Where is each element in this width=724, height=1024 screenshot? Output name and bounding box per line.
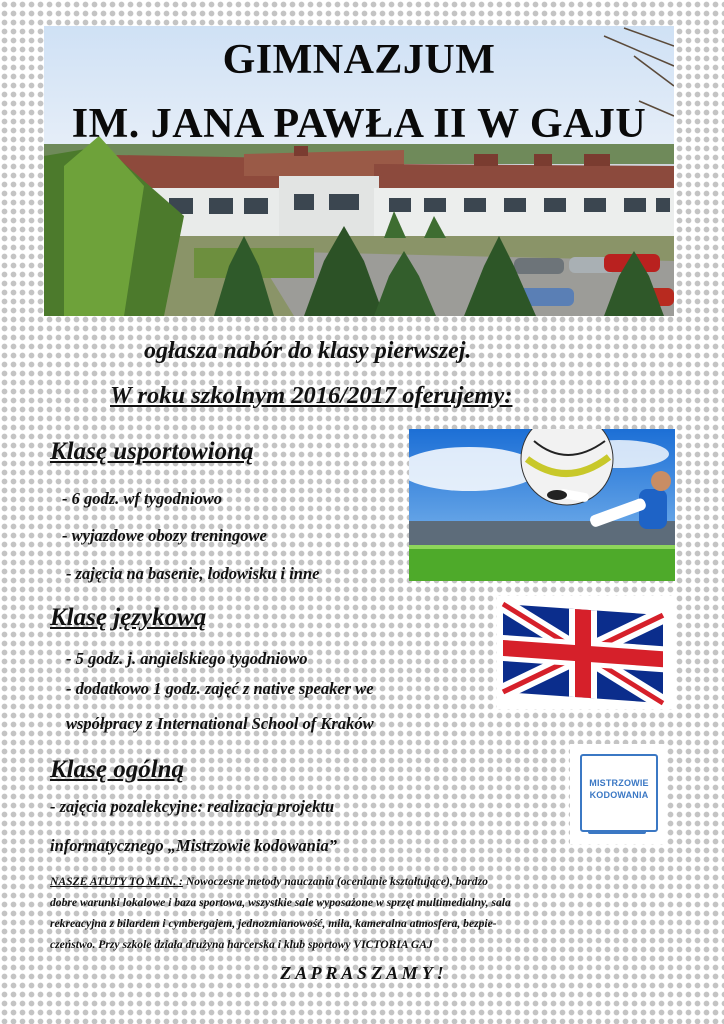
sport-item-2: - wyjazdowe obozy treningowe (62, 526, 267, 545)
atuty-line-3: rekreacyjna z bilardem i cymbergajem, jednozmianowość, miła, kameralna atmosfera, bezpie- (50, 917, 497, 930)
language-item-1: - 5 godz. j. angielskiego tygodniowo (66, 649, 308, 668)
language-item-3: współpracy z International School of Kraków (66, 714, 374, 733)
atuty-paragraph (50, 871, 680, 955)
language-class-heading: Klasę językową (50, 604, 207, 631)
atuty-label: NASZE ATUTY TO M.IN. : (50, 875, 183, 888)
general-item-1: - zajęcia pozalekcyjne: realizacja projektu (50, 797, 335, 816)
sport-class-heading: Klasę usportowioną (50, 438, 254, 465)
intro-line1: ogłasza nabór do klasy pierwszej. (144, 338, 472, 364)
logo-stand (588, 830, 646, 834)
atuty-text-1: Nowoczesne metody nauczania (ocenianie kształtujące), bardzo (182, 875, 488, 888)
intro-line2: W roku szkolnym 2016/2017 oferujemy: (110, 382, 513, 409)
logo-frame (580, 754, 658, 832)
sport-item-1: - 6 godz. wf tygodniowo (62, 489, 222, 508)
logo-text-line2: KODOWANIA (589, 790, 649, 800)
sport-item-3: - zajęcia na basenie, lodowisku i inne (66, 564, 320, 583)
school-title-line1: GIMNAZJUM (222, 37, 496, 83)
general-item-2: informatycznego „Mistrzowie kodowania” (50, 836, 337, 855)
general-class-heading: Klasę ogólną (50, 756, 185, 783)
school-title-line2: IM. JANA PAWŁA II W GAJU (71, 101, 647, 147)
school-photo (44, 26, 674, 316)
logo-text-line1: MISTRZOWIE (589, 778, 649, 788)
atuty-line-1 (50, 871, 680, 892)
uk-flag-image (497, 596, 675, 709)
atuty-line-4: czeństwo. Przy szkole działa drużyna harcerska i klub sportowy VICTORIA GAJ (50, 938, 433, 951)
football-player-image (409, 429, 675, 581)
closing-invitation: Z A P R A S Z A M Y ! (280, 963, 444, 983)
mistrzowie-kodowania-logo (570, 744, 666, 844)
language-item-2: - dodatkowo 1 godz. zajęć z native speaker we (66, 679, 374, 698)
atuty-line-2: dobre warunki lokalowe i baza sportowa, wszystkie sale wyposażone w sprzęt multimedialny, sala (50, 896, 511, 909)
